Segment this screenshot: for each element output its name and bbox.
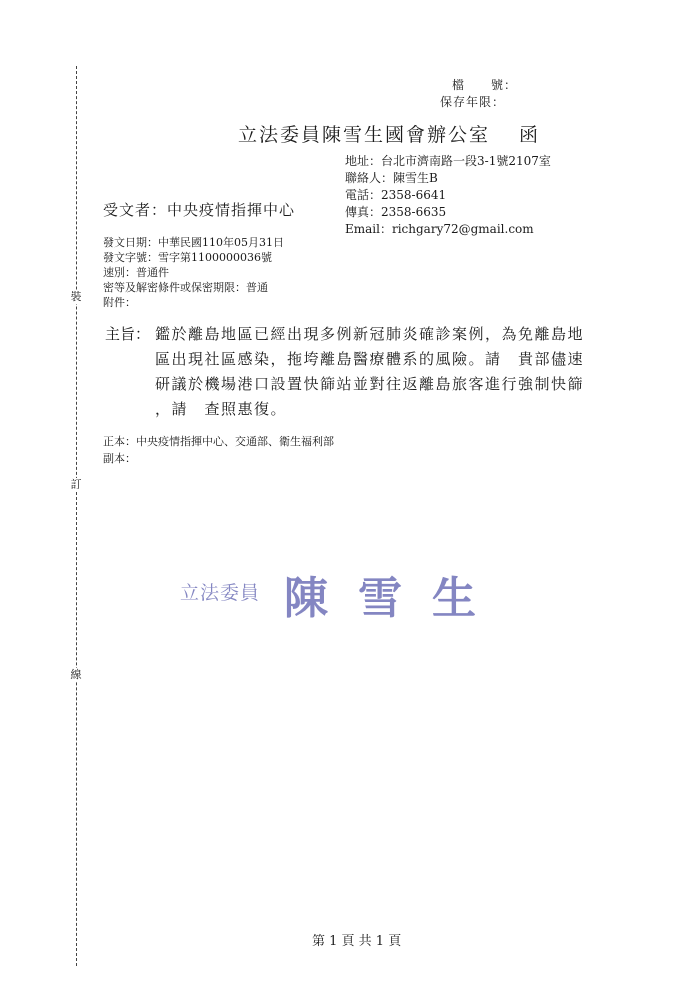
page-number: 第 1 頁 共 1 頁 [312, 934, 402, 949]
attachments-label: 附件： [103, 296, 136, 309]
document-title: 立法委員陳雪生國會辦公室 函 [238, 124, 541, 146]
file-number-label: 檔 號： [452, 78, 518, 92]
contact-email: Email：richgary72@gmail.com [345, 222, 534, 236]
issue-date: 發文日期：中華民國110年05月31日 [103, 236, 284, 249]
contact-person: 聯絡人：陳雪生B [345, 171, 438, 185]
security-level: 密等及解密條件或保密期限：普通 [103, 281, 268, 294]
contact-phone: 電話：2358-6641 [345, 188, 447, 202]
binding-mark-xian: 線 [68, 668, 84, 682]
document-number: 發文字號：雪字第1100000036號 [103, 251, 272, 264]
binding-mark-zhuang: 裝 [68, 290, 84, 304]
main-recipients: 正本：中央疫情指揮中心、交通部、衛生福利部 [103, 435, 334, 448]
subject-line: 研議於機場港口設置快篩站並對往返離島旅客進行強制快篩 [155, 375, 585, 393]
subject-line: 區出現社區感染，拖垮離島醫療體系的風險。請 貴部儘速 [155, 350, 585, 368]
binding-mark-ding: 訂 [68, 478, 84, 492]
subject-line: ，請 查照惠復。 [155, 400, 288, 418]
recipient: 受文者：中央疫情指揮中心 [103, 201, 296, 219]
contact-address: 地址：台北市濟南路一段3-1號2107室 [345, 154, 551, 168]
contact-fax: 傳真：2358-6635 [345, 205, 447, 219]
retention-period-label: 保存年限： [440, 95, 506, 109]
subject-label: 主旨： [105, 325, 151, 343]
seal-name: 陳雪生 [284, 573, 506, 624]
seal-title: 立法委員 [180, 582, 261, 604]
binding-line [76, 66, 77, 966]
subject-line: 鑑於離島地區已經出現多例新冠肺炎確診案例，為免離島地 [155, 325, 585, 343]
delivery-speed: 速別：普通件 [103, 266, 169, 279]
carbon-copy: 副本： [103, 452, 136, 465]
